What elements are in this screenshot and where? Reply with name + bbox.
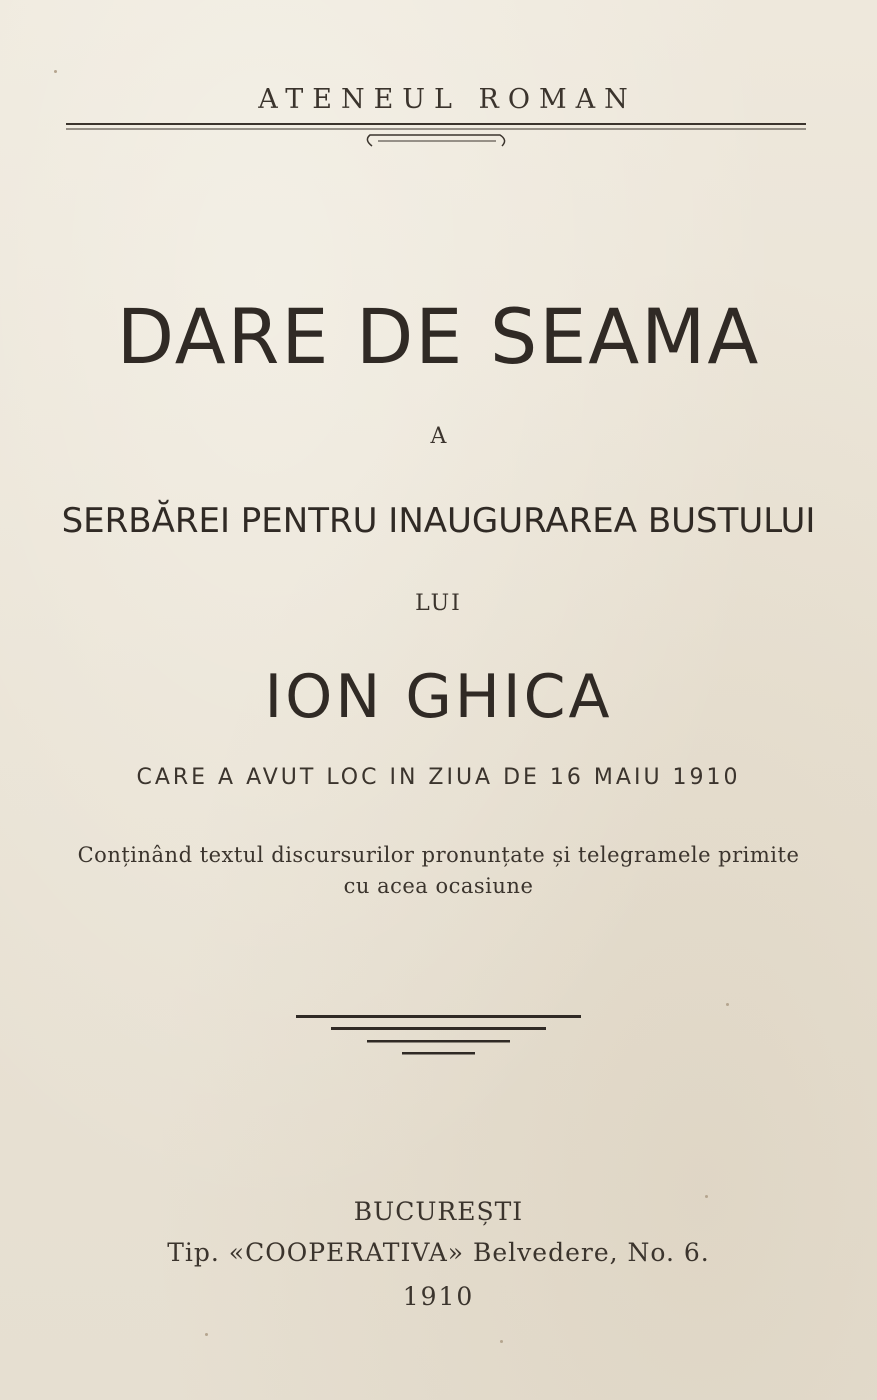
connector-lui: LUI [415,591,462,616]
description-line-2: cu acea ocasiune [343,874,534,898]
paper-speck [726,1003,729,1006]
description-line-1: Conținând textul discursurilor pronunțate și telegramele primite [77,843,800,867]
header-rule-ornament [0,118,877,158]
connector-a: A [430,424,447,449]
person-name: ION GHICA [264,662,613,732]
publisher-header: ATENEUL ROMAN [258,84,637,115]
imprint-year: 1910 [402,1282,475,1311]
subtitle: SERBĂREI PENTRU INAUGURAREA BUSTULUI [61,501,816,541]
imprint-printer: Tip. «COOPERATIVA» Belvedere, No. 6. [167,1238,710,1267]
paper-speck [705,1195,708,1198]
decorative-rules-ornament [0,1008,877,1060]
paper-speck [205,1333,208,1336]
paper-speck [54,70,57,73]
page-title: DARE DE SEAMA [116,292,761,381]
paper-speck [500,1340,503,1343]
imprint-city: BUCUREȘTI [353,1197,524,1226]
event-date-line: CARE A AVUT LOC IN ZIUA DE 16 MAIU 1910 [136,765,741,790]
